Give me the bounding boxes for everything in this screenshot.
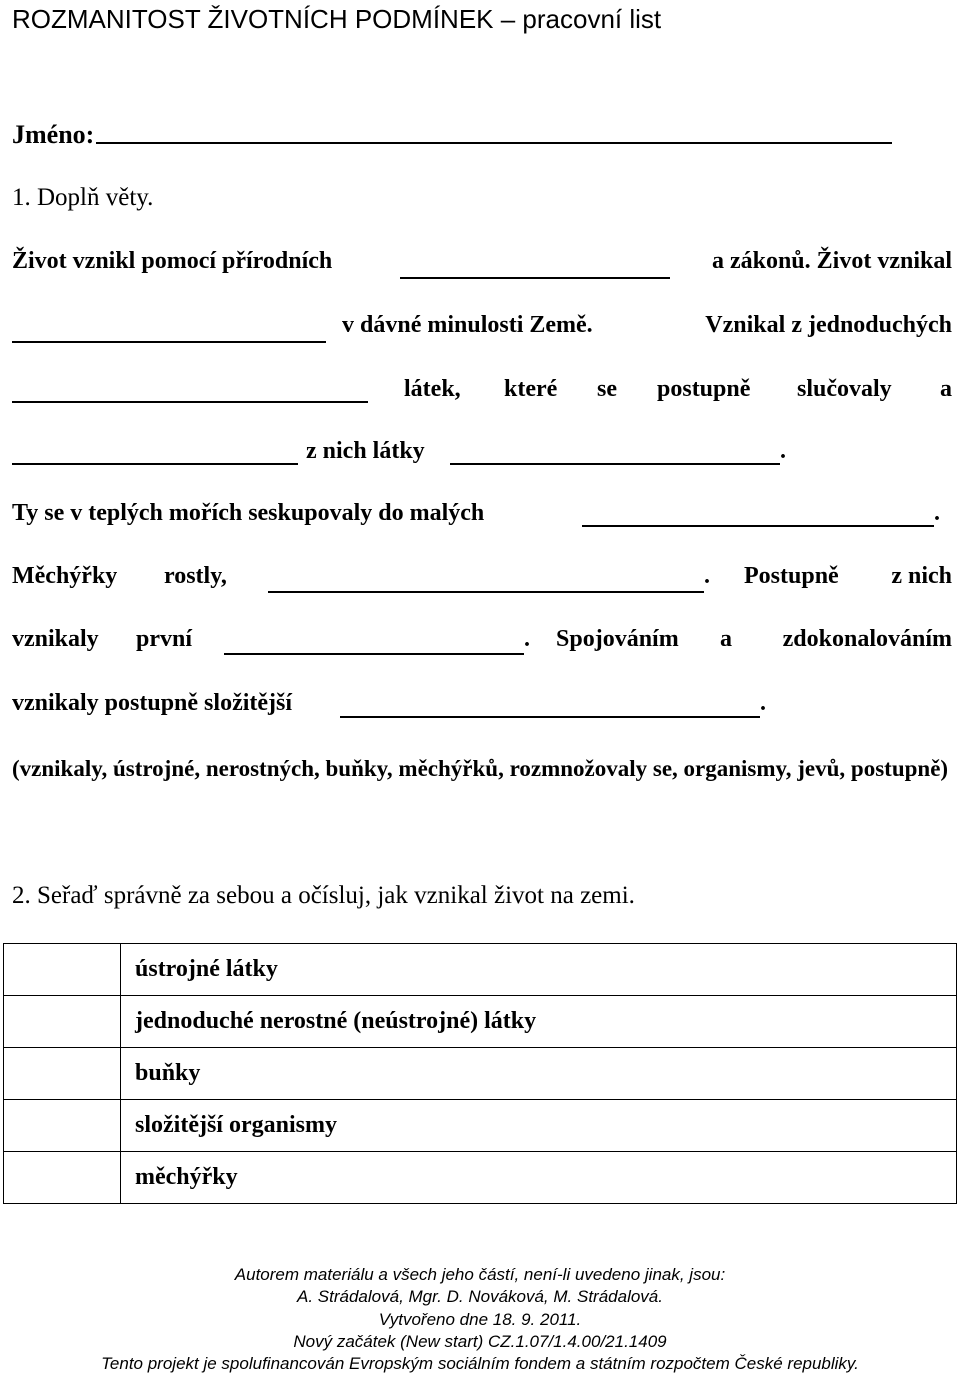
table-row: [4, 1100, 957, 1152]
answer-blank[interactable]: [400, 277, 670, 279]
sentence-text: Život vznikl pomocí přírodních: [12, 248, 333, 274]
footer-line: Vytvořeno dne 18. 9. 2011.: [378, 1309, 582, 1329]
order-number-cell[interactable]: [4, 944, 121, 996]
sentence-text: z nich: [891, 563, 952, 589]
answer-blank[interactable]: [268, 591, 704, 593]
table-row: [4, 1048, 957, 1100]
sentence-text: a zákonů. Život vznikal: [711, 248, 952, 274]
order-item-label: ústrojné látky: [121, 944, 957, 996]
order-item-label: měchýřky: [121, 1152, 957, 1204]
table-row: [4, 944, 957, 996]
sentence-text: .: [524, 626, 530, 652]
footer-line: Nový začátek (New start) CZ.1.07/1.4.00/21.1409: [293, 1331, 667, 1351]
footer-line: A. Strádalová, Mgr. D. Nováková, M. Strádalová.: [297, 1287, 663, 1307]
footer: [0, 1264, 960, 1375]
sentence-text: .: [760, 690, 766, 716]
fill-line-1: [12, 248, 952, 284]
order-number-cell[interactable]: [4, 1100, 121, 1152]
footer-line: Autorem materiálu a všech jeho částí, není-li uvedeno jinak, jsou:: [234, 1265, 726, 1284]
order-number-cell[interactable]: [4, 996, 121, 1048]
answer-blank[interactable]: [582, 525, 934, 527]
answer-blank[interactable]: [12, 401, 368, 403]
sentence-text: rostly,: [164, 563, 227, 589]
sentence-text: které: [504, 376, 558, 402]
order-item-label: jednoduché nerostné (neústrojné) látky: [121, 996, 957, 1048]
sentence-text: .: [780, 438, 786, 464]
answer-blank[interactable]: [12, 463, 298, 465]
order-number-cell[interactable]: [4, 1152, 121, 1204]
sentence-text: první: [136, 626, 193, 652]
answer-blank[interactable]: [450, 463, 780, 465]
task2-heading: 2. Seřaď správně za sebou a očísluj, jak vznikal život na zemi.: [12, 882, 635, 909]
sentence-text: Spojováním: [556, 626, 679, 652]
task1-heading: 1. Doplň věty.: [12, 184, 154, 211]
name-blank[interactable]: [96, 142, 892, 144]
worksheet-title: ROZMANITOST ŽIVOTNÍCH PODMÍNEK – pracovní list: [12, 4, 662, 34]
answer-blank[interactable]: [12, 341, 326, 343]
fill-line-2: [12, 312, 952, 348]
fill-line-7: [12, 626, 952, 662]
sentence-text: Vznikal z jednoduchých: [705, 312, 952, 338]
fill-line-4: [12, 438, 952, 474]
sentence-text: .: [934, 500, 940, 526]
table-row: [4, 996, 957, 1048]
fill-line-6: [12, 563, 952, 599]
sentence-text: v dávné minulosti Země.: [342, 312, 593, 338]
sentence-text: látek,: [404, 376, 461, 402]
order-item-label: buňky: [121, 1048, 957, 1100]
sentence-text: vznikaly postupně složitější: [12, 690, 293, 716]
sentence-text: postupně: [657, 376, 751, 402]
sentence-text: Ty se v teplých mořích seskupovaly do malých: [12, 500, 485, 526]
sentence-text: se: [597, 376, 617, 402]
ordering-table: [3, 943, 957, 1204]
sentence-text: .: [704, 563, 710, 589]
fill-line-3: [12, 376, 952, 412]
name-row: [12, 112, 892, 150]
answer-blank[interactable]: [224, 653, 524, 655]
sentence-text: Postupně: [744, 563, 839, 589]
sentence-text: z nich látky: [306, 438, 425, 464]
name-label: Jméno:: [12, 120, 95, 149]
fill-line-8: [12, 690, 952, 726]
sentence-text: zdokonalováním: [782, 626, 952, 652]
sentence-text: vznikaly: [12, 626, 99, 652]
answer-blank[interactable]: [340, 716, 760, 718]
sentence-text: a: [940, 376, 952, 402]
sentence-text: a: [720, 626, 732, 652]
order-number-cell[interactable]: [4, 1048, 121, 1100]
word-bank: (vznikaly, ústrojné, nerostných, buňky, měchýřků, rozmnožovaly se, organismy, jevů, postupně): [12, 756, 949, 781]
order-item-label: složitější organismy: [121, 1100, 957, 1152]
footer-line: Tento projekt je spolufinancován Evropským sociálním fondem a státním rozpočtem České republiky.: [101, 1354, 859, 1374]
sentence-text: slučovaly: [797, 376, 892, 402]
sentence-text: Měchýřky: [12, 563, 118, 589]
table-row: [4, 1152, 957, 1204]
fill-line-5: [12, 500, 952, 536]
